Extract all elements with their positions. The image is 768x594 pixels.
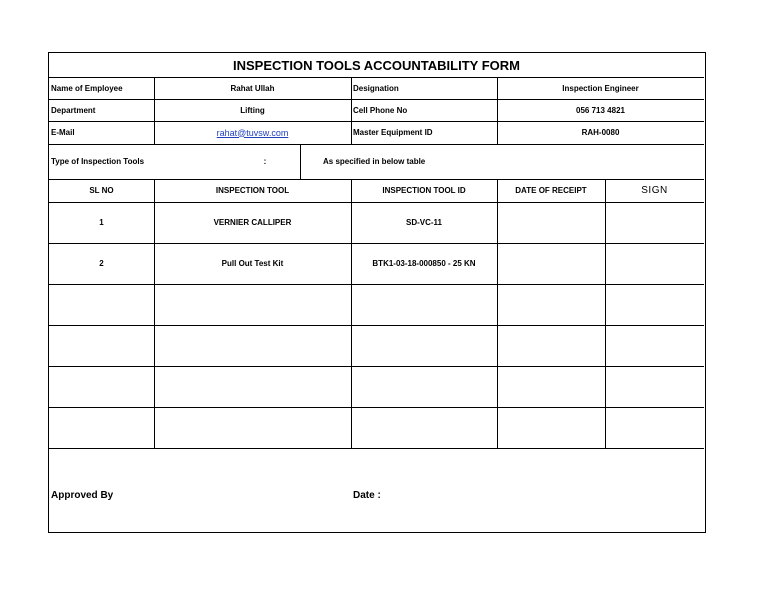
empty-row[interactable] [49,366,704,407]
designation-label: Designation [353,83,399,93]
designation-value: Inspection Engineer [562,83,639,93]
header-tool-id: INSPECTION TOOL ID [382,186,466,195]
employee-label: Name of Employee [51,83,123,93]
empty-row[interactable] [49,325,704,366]
row1-sl-no: 1 [99,218,104,227]
row1-tool-id: SD-VC-11 [405,218,442,227]
approved-by-label: Approved By [51,489,114,501]
tool-type-label: Type of Inspection Tools [51,157,145,166]
tool-type-colon: : [263,157,267,166]
form-title: INSPECTION TOOLS ACCOUNTABILITY FORM [233,57,520,73]
master-equipment-label: Master Equipment ID [353,128,433,137]
cell-phone-value: 056 713 4821 [576,105,625,115]
tool-type-value: As specified in below table [323,157,426,166]
header-inspection-tool: INSPECTION TOOL [215,186,290,195]
row2-sign[interactable] [605,243,704,284]
header-sl-no: SL NO [89,186,114,195]
email-cell [154,121,351,144]
row1-sign[interactable] [605,202,704,243]
master-equipment-value: RAH-0080 [581,128,620,137]
department-label: Department [51,105,96,115]
empty-row[interactable] [49,407,704,448]
department-value: Lifting [240,105,265,115]
email-link[interactable]: rahat@tuvsw.com [216,127,289,138]
cell-phone-label: Cell Phone No [353,105,408,115]
row1-tool: VERNIER CALLIPER [213,218,292,227]
divider [49,448,704,449]
row2-date-of-receipt[interactable] [497,243,605,284]
row2-tool-id: BTK1-03-18-000850 - 25 KN [372,259,476,268]
email-label: E-Mail [51,128,75,137]
row2-tool: Pull Out Test Kit [221,259,284,268]
date-label: Date : [353,489,381,501]
inspection-tools-form [48,52,706,533]
empty-row[interactable] [49,284,704,325]
header-date-of-receipt: DATE OF RECEIPT [515,186,587,195]
header-sign: SIGN [641,185,668,196]
row1-date-of-receipt[interactable] [497,202,605,243]
row2-sl-no: 2 [99,259,104,268]
employee-value: Rahat Ullah [230,83,275,93]
